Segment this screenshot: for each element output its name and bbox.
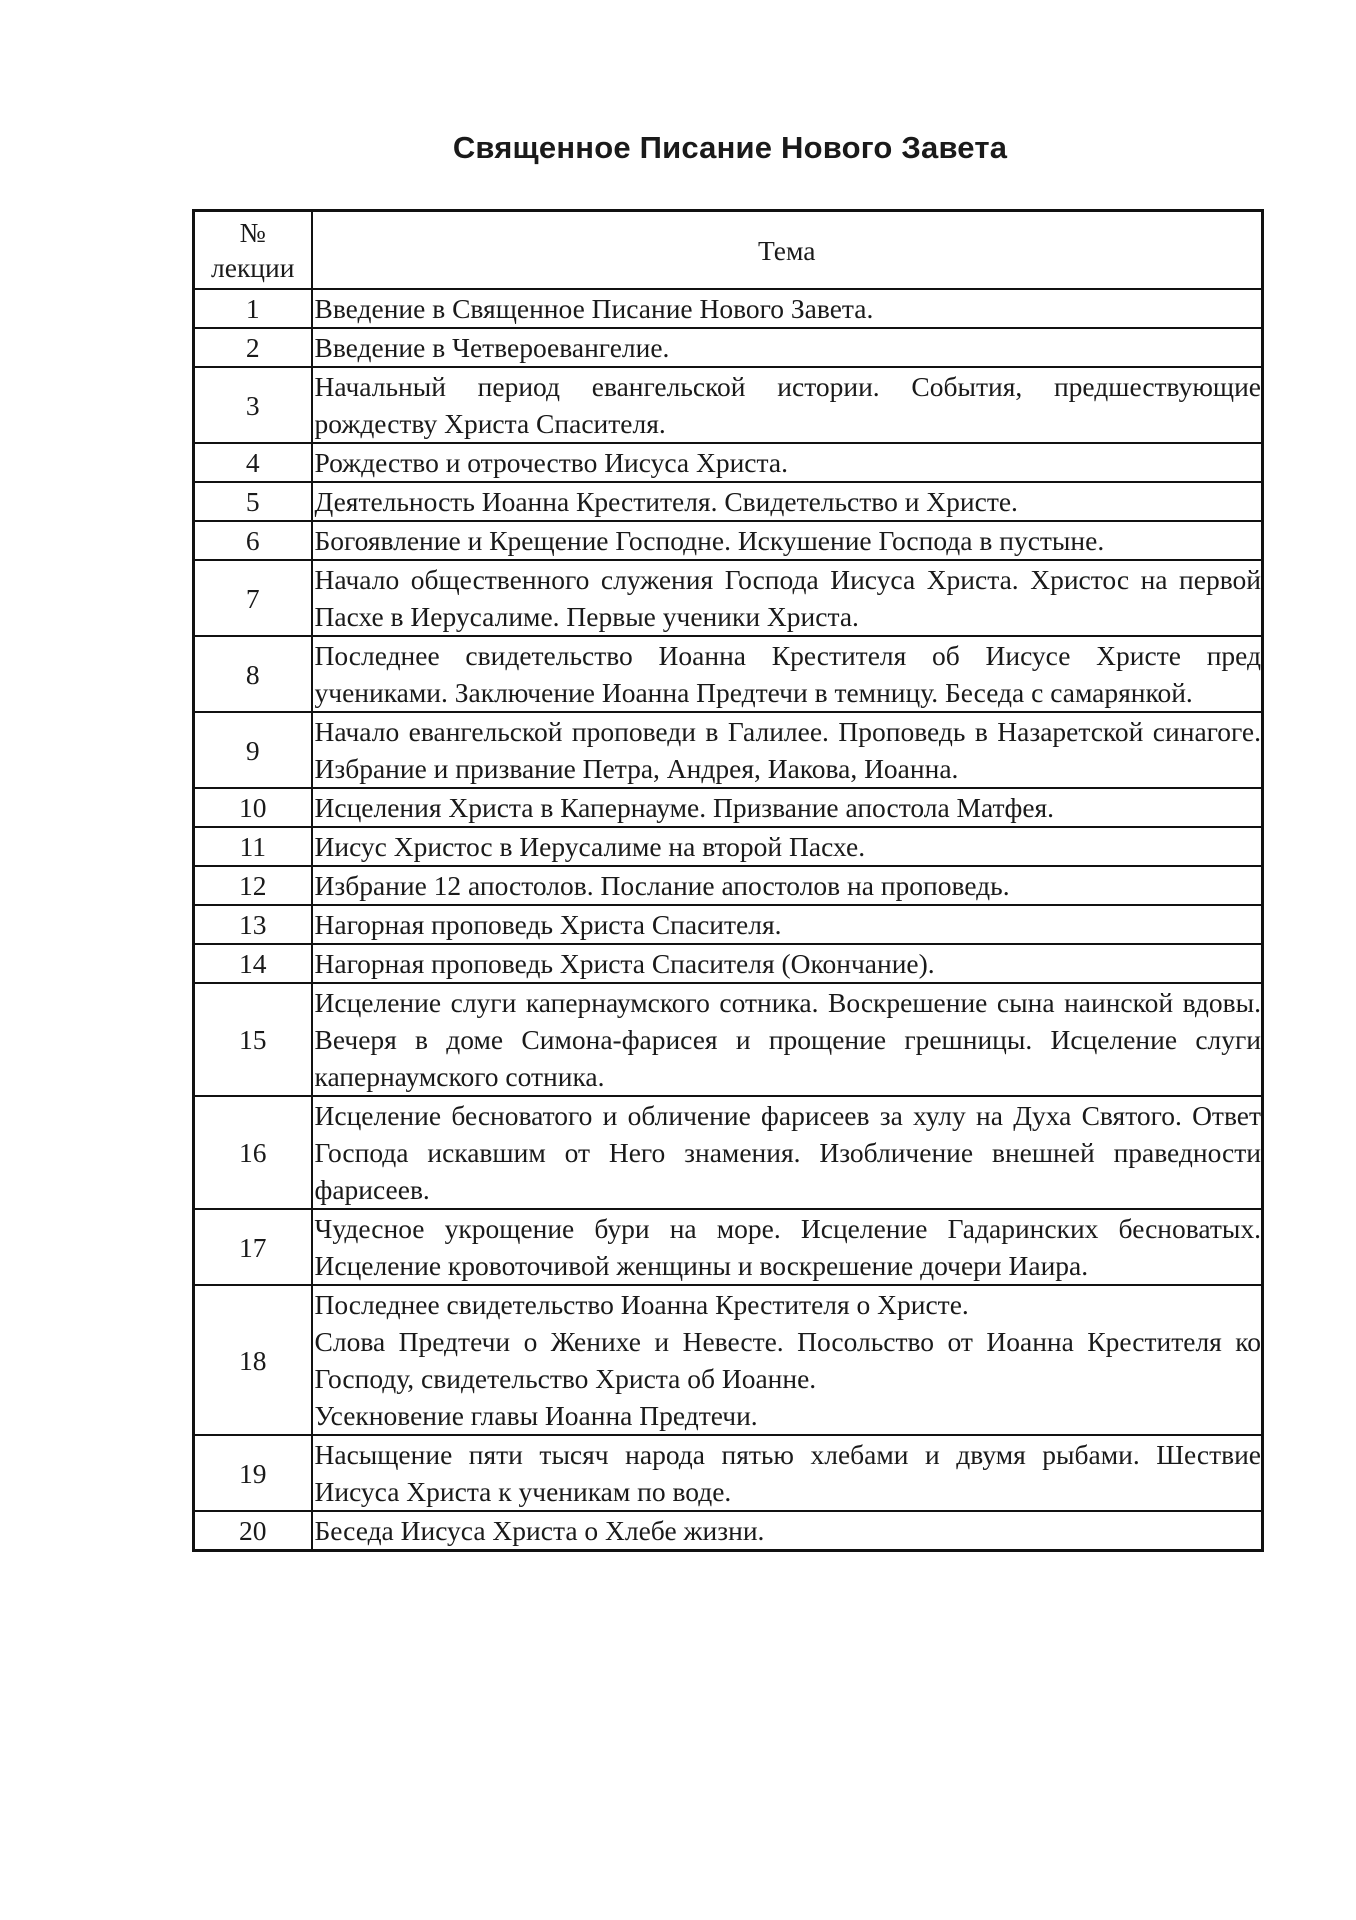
table-row xyxy=(194,1285,1263,1435)
lecture-topic-text: Нагорная проповедь Христа Спасителя. xyxy=(314,909,782,940)
table-row xyxy=(194,636,1263,712)
table-row xyxy=(194,983,1263,1096)
lecture-topic-cell xyxy=(312,289,1263,328)
lecture-number-cell: 17 xyxy=(194,1209,312,1285)
lecture-number-cell: 1 xyxy=(194,289,312,328)
table-row xyxy=(194,289,1263,328)
lecture-topic-cell xyxy=(312,905,1263,944)
lecture-topic-cell xyxy=(312,1209,1263,1285)
lecture-number-cell: 14 xyxy=(194,944,312,983)
lecture-topic-cell xyxy=(312,482,1263,521)
table-row xyxy=(194,866,1263,905)
lecture-number-cell: 5 xyxy=(194,482,312,521)
table-row xyxy=(194,712,1263,788)
lecture-number-cell: 13 xyxy=(194,905,312,944)
lecture-number-cell: 18 xyxy=(194,1285,312,1435)
lecture-topic-cell xyxy=(312,866,1263,905)
table-row xyxy=(194,521,1263,560)
lecture-topic-text: Деятельность Иоанна Крестителя. Свидетельство и Христе. xyxy=(314,486,1018,517)
table-row xyxy=(194,944,1263,983)
lecture-topic-cell xyxy=(312,367,1263,443)
lecture-number-cell: 4 xyxy=(194,443,312,482)
lecture-number-cell: 19 xyxy=(194,1435,312,1511)
lecture-number-cell: 7 xyxy=(194,560,312,636)
lecture-topic-text: Начальный период евангельской истории. События, предшествующие рождеству Христа Спасителя. xyxy=(314,371,1261,439)
lecture-topic-text: Начало общественного служения Господа Иисуса Христа. Христос на первой Пасхе в Иерусалиме. Первые ученики Христа. xyxy=(314,564,1261,632)
lecture-number-cell: 3 xyxy=(194,367,312,443)
lecture-topic-cell xyxy=(312,1511,1263,1551)
lecture-topic-text: Нагорная проповедь Христа Спасителя (Окончание). xyxy=(314,948,935,979)
lecture-topic-text: Беседа Иисуса Христа о Хлебе жизни. xyxy=(314,1515,765,1546)
lecture-topic-text: Слова Предтечи о Женихе и Невесте. Посольство от Иоанна Крестителя ко Господу, свидетельство Христа об Иоанне. xyxy=(314,1326,1261,1394)
lecture-topic-text: Исцеления Христа в Капернауме. Призвание апостола Матфея. xyxy=(314,792,1055,823)
lecture-topic-cell xyxy=(312,1435,1263,1511)
lecture-topic-text: Усекновение главы Иоанна Предтечи. xyxy=(314,1400,758,1431)
lecture-topic-text: Последнее свидетельство Иоанна Крестителя об Иисусе Христе пред учениками. Заключение Иоанна Предтечи в темницу. Беседа с самарянкой. xyxy=(314,640,1261,708)
table-row xyxy=(194,827,1263,866)
header-topic: Тема xyxy=(312,211,1263,290)
lecture-topic-cell xyxy=(312,560,1263,636)
lecture-topic-cell xyxy=(312,827,1263,866)
table-row xyxy=(194,328,1263,367)
lecture-topic-cell xyxy=(312,443,1263,482)
lecture-topic-text: Последнее свидетельство Иоанна Крестителя о Христе. xyxy=(314,1289,969,1320)
lecture-topic-text: Иисус Христос в Иерусалиме на второй Пасхе. xyxy=(314,831,866,862)
lecture-number-cell: 2 xyxy=(194,328,312,367)
lecture-topic-cell xyxy=(312,944,1263,983)
lecture-topic-text: Насыщение пяти тысяч народа пятью хлебами и двумя рыбами. Шествие Иисуса Христа к ученикам по воде. xyxy=(314,1439,1261,1507)
table-row xyxy=(194,1435,1263,1511)
table-row xyxy=(194,1096,1263,1209)
table-row xyxy=(194,443,1263,482)
lecture-number-cell: 10 xyxy=(194,788,312,827)
lecture-topic-cell xyxy=(312,328,1263,367)
table-header-row xyxy=(194,211,1263,290)
lecture-number-cell: 15 xyxy=(194,983,312,1096)
lecture-number-cell: 8 xyxy=(194,636,312,712)
lecture-topic-text: Рождество и отрочество Иисуса Христа. xyxy=(314,447,788,478)
lecture-topic-text: Исцеление бесноватого и обличение фарисеев за хулу на Духа Святого. Ответ Господа искавшим от Него знамения. Изобличение внешней праведности фарисеев. xyxy=(314,1100,1261,1205)
lecture-topic-text: Введение в Четвероевангелие. xyxy=(314,332,670,363)
table-row xyxy=(194,367,1263,443)
lecture-topic-text: Богоявление и Крещение Господне. Искушение Господа в пустыне. xyxy=(314,525,1105,556)
lecture-number-cell: 16 xyxy=(194,1096,312,1209)
lecture-topic-cell xyxy=(312,1285,1263,1435)
lectures-table xyxy=(192,209,1264,1552)
lecture-topic-text: Исцеление слуги капернаумского сотника. Воскрешение сына наинской вдовы. Вечеря в доме Симона-фарисея и прощение грешницы. Исцеление слуги капернаумского сотника. xyxy=(314,987,1261,1092)
table-row xyxy=(194,482,1263,521)
table-row xyxy=(194,1511,1263,1551)
lecture-topic-cell xyxy=(312,1096,1263,1209)
header-num-label: лекции xyxy=(211,252,295,283)
lecture-topic-text: Избрание 12 апостолов. Послание апостолов на проповедь. xyxy=(314,870,1010,901)
lecture-number-cell: 12 xyxy=(194,866,312,905)
lecture-number-cell: 20 xyxy=(194,1511,312,1551)
lecture-topic-text: Чудесное укрощение бури на море. Исцеление Гадаринских бесноватых. Исцеление кровоточивой женщины и воскрешение дочери Иаира. xyxy=(314,1213,1261,1281)
table-body xyxy=(194,289,1263,1551)
lecture-topic-text: Введение в Священное Писание Нового Завета. xyxy=(314,293,874,324)
lecture-topic-cell xyxy=(312,788,1263,827)
lecture-topic-cell xyxy=(312,636,1263,712)
lecture-number-cell: 6 xyxy=(194,521,312,560)
lecture-topic-cell xyxy=(312,712,1263,788)
lecture-number-cell: 11 xyxy=(194,827,312,866)
page-title: Священное Писание Нового Завета xyxy=(452,130,1008,165)
lecture-topic-cell xyxy=(312,521,1263,560)
table-row xyxy=(194,788,1263,827)
header-num-symbol: № xyxy=(239,217,266,248)
lecture-topic-text: Начало евангельской проповеди в Галилее. Проповедь в Назаретской синагоге. Избрание и призвание Петра, Андрея, Иакова, Иоанна. xyxy=(314,716,1261,784)
table-row xyxy=(194,560,1263,636)
table-row xyxy=(194,905,1263,944)
table-row xyxy=(194,1209,1263,1285)
header-lecture-number xyxy=(194,211,312,290)
lecture-topic-cell xyxy=(312,983,1263,1096)
lecture-number-cell: 9 xyxy=(194,712,312,788)
